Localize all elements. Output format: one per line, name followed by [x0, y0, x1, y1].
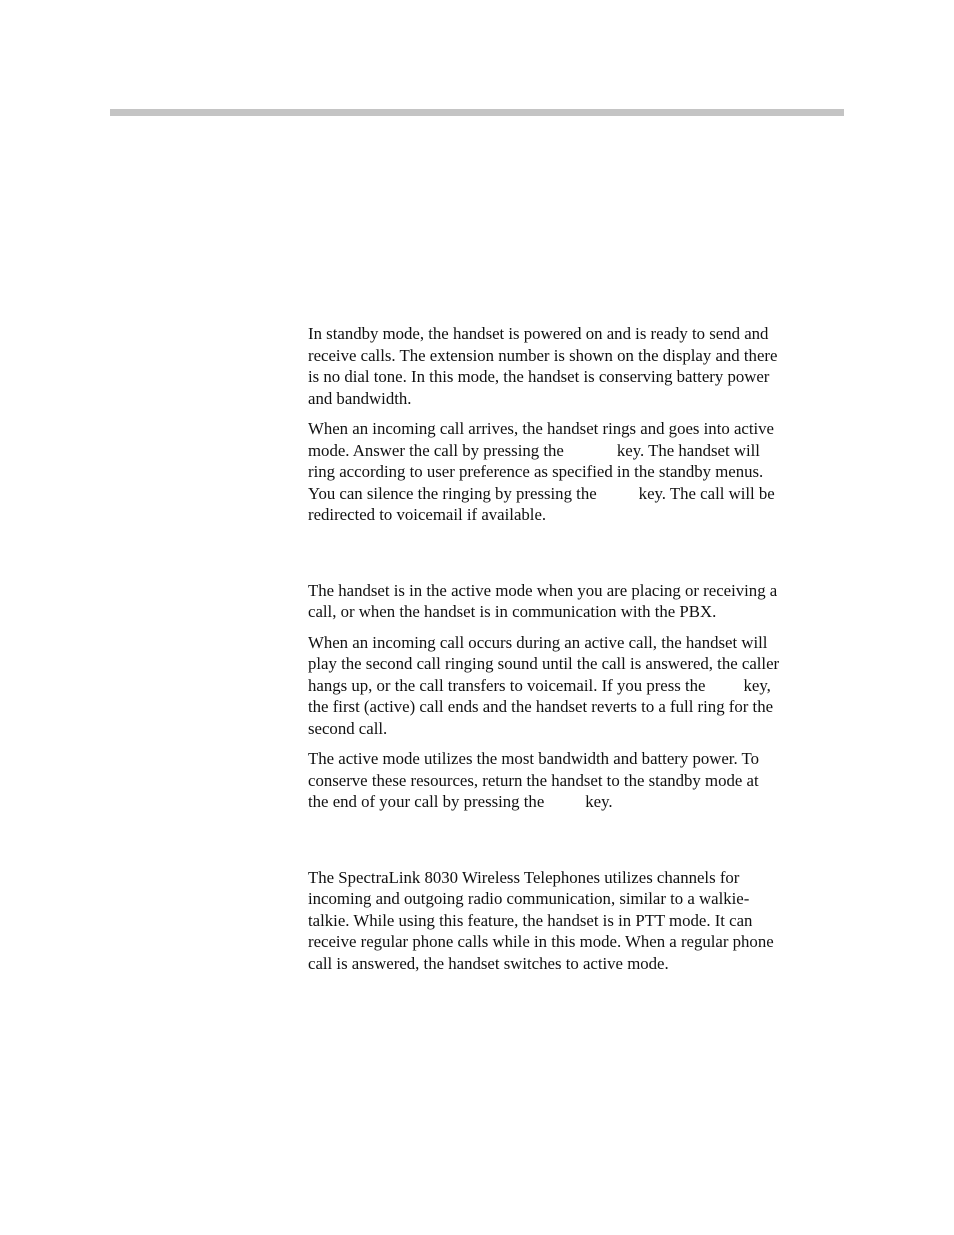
- text-fragment: the end of your call by pressing the: [308, 792, 545, 811]
- text-fragment: key. The call will be: [638, 483, 775, 503]
- active-paragraph-3: [308, 748, 848, 813]
- text-line: call, or when the handset is in communication with the PBX.: [308, 602, 717, 621]
- text-line: [308, 675, 848, 697]
- header-rule: [110, 109, 844, 116]
- ptt-paragraph-1: [308, 867, 848, 975]
- standby-paragraph-1: [308, 323, 848, 409]
- standby-mode-section: [308, 323, 848, 526]
- text-line: [308, 440, 848, 462]
- text-line: The active mode utilizes the most bandwidth and battery power. To: [308, 749, 760, 768]
- text-fragment: key,: [743, 675, 771, 695]
- text-line: In standby mode, the handset is powered on and is ready to send and: [308, 324, 769, 343]
- text-line: [308, 483, 848, 505]
- ptt-mode-section: [308, 867, 848, 975]
- standby-paragraph-2: [308, 418, 848, 526]
- text-line: the first (active) call ends and the handset reverts to a full ring for the: [308, 697, 774, 716]
- text-fragment: key. The handset will: [616, 440, 760, 460]
- text-line: When an incoming call occurs during an active call, the handset will: [308, 632, 768, 652]
- text-line: play the second call ringing sound until the call is answered, the caller: [308, 654, 780, 673]
- text-line: [308, 791, 848, 813]
- text-line: The SpectraLink 8030 Wireless Telephones utilizes channels for: [308, 867, 740, 887]
- text-fragment: mode. Answer the call by pressing the: [308, 440, 564, 460]
- text-line: call is answered, the handset switches to active mode.: [308, 953, 669, 973]
- text-line: The handset is in the active mode when you are placing or receiving a: [308, 580, 778, 600]
- text-line: ring according to user preference as specified in the standby menus.: [308, 462, 764, 481]
- text-line: receive regular phone calls while in this mode. When a regular phone: [308, 932, 774, 951]
- active-mode-section: [308, 580, 848, 813]
- text-fragment: key.: [585, 792, 613, 811]
- text-line: is no dial tone. In this mode, the handset is conserving battery power: [308, 367, 770, 386]
- text-line: receive calls. The extension number is shown on the display and there: [308, 345, 778, 365]
- text-line: and bandwidth.: [308, 388, 412, 408]
- text-line: second call.: [308, 718, 388, 738]
- text-line: redirected to voicemail if available.: [308, 505, 547, 524]
- text-line: When an incoming call arrives, the handset rings and goes into active: [308, 419, 774, 438]
- document-body: [308, 323, 848, 974]
- active-paragraph-1: [308, 580, 848, 623]
- text-line: incoming and outgoing radio communication, similar to a walkie-: [308, 889, 750, 908]
- text-fragment: You can silence the ringing by pressing the: [308, 483, 597, 503]
- text-fragment: hangs up, or the call transfers to voicemail. If you press the: [308, 675, 706, 695]
- text-line: talkie. While using this feature, the handset is in PTT mode. It can: [308, 910, 753, 930]
- text-line: conserve these resources, return the handset to the standby mode at: [308, 770, 759, 790]
- active-paragraph-2: [308, 632, 848, 740]
